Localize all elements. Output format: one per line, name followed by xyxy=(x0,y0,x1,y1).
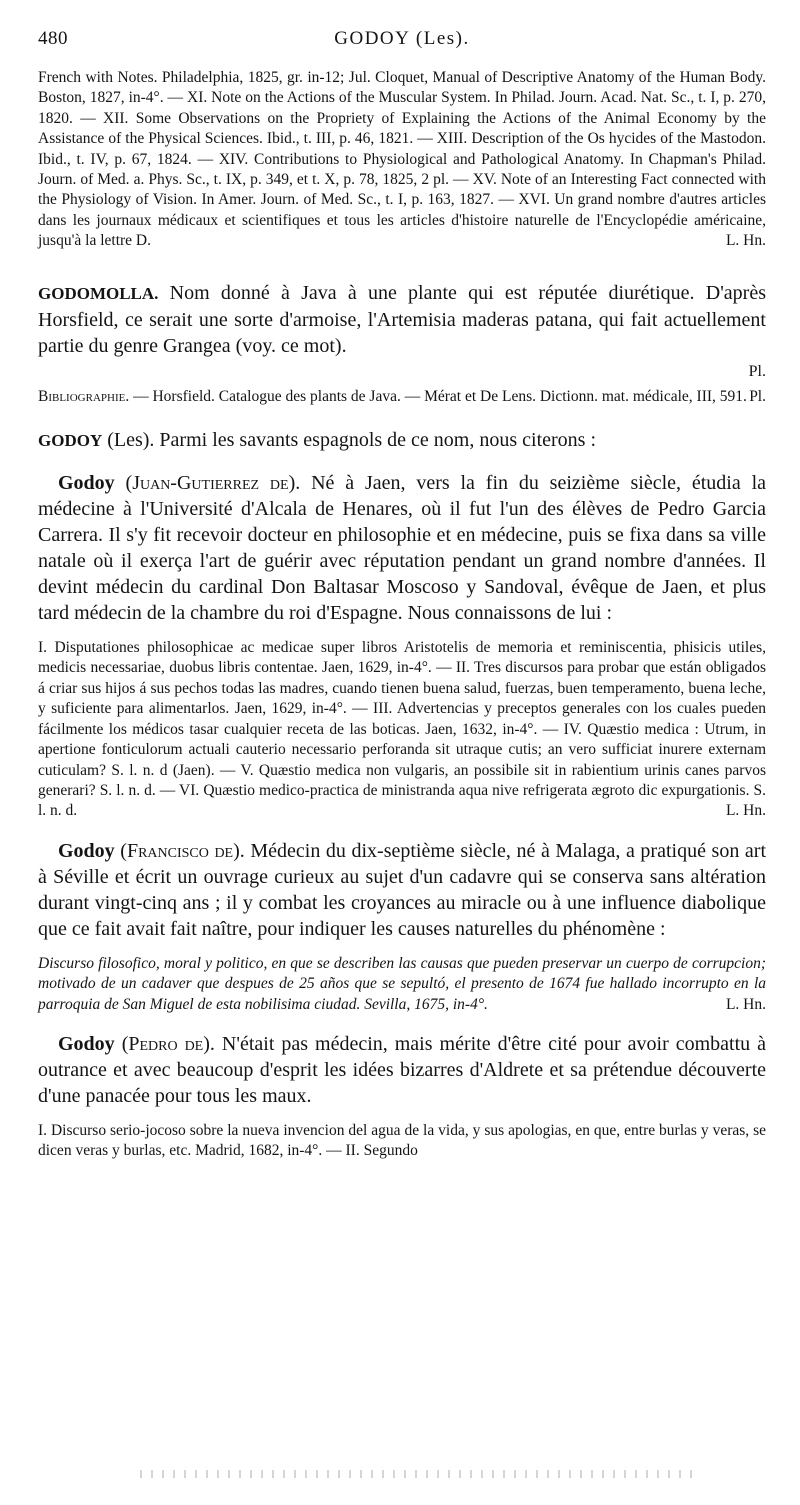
entry-text: Médecin du dix-septième siècle, né à Malaga, a pratiqué son art à Séville et écrit un ouvrage curieux au sujet d'un cadavre qui se conserva sans altération durant vingt-cinq ans ; il y combat les croyances au miracle ou à une influence diabolique que ce fait avait fait naître, pour indiquer les causes naturelles du phénomène : xyxy=(38,839,767,940)
works-list xyxy=(38,1121,766,1162)
entry-text: Né à Jaen, vers la fin du seizième siècle, étudia la médecine à l'Université d'Alcala de Henares, où il fut l'un des élèves de Pedro Garcia Carrera. Il s'y fit recevoir docteur en philosophie et en médecine, puis se fixa dans sa ville natale où il exerça l'art de guérir avec réputation pendant un grand nombre d'années. Il devint médecin du cardinal Don Baltasar Moscoso y Sandoval, évêque de Jaen, et plus tard médecin de la chambre du roi d'Espagne. Nous connaissons de lui : xyxy=(38,472,766,625)
author-signature: L. Hn. xyxy=(725,802,766,820)
works-text: Discurso filosofico, moral y politico, en que se describen las causas que pueden preservar un cuerpo de corrupcion; motivado de un cadaver que despues de 25 años que se sepultó, el presento de 1674 fue hallado incorrupto en la parroquia de San Miguel de esta nobilisima ciudad. Sevilla, 1675, in-4°. xyxy=(38,954,766,1013)
entry-text: Nom donné à Java à une plante qui est réputée diurétique. D'après Horsfield, ce serait une sorte d'armoise, l'Artemisia maderas patana, qui fait actuellement partie du genre Grangea (voy. ce mot). xyxy=(38,281,766,357)
entry-text: N'était pas médecin, mais mérite d'être cité pour avoir combattu à outrance et avec beaucoup d'esprit les idées bizarres d'Aldrete et sa prétendue découverte d'une panacée pour tous les maux. xyxy=(38,1032,767,1107)
bibliography xyxy=(38,387,766,407)
entry-godoy-juan xyxy=(38,470,766,822)
bibliography-text: — Horsfield. Catalogue des plants de Java. — Mérat et De Lens. Dictionn. mat. médicale, III, 591. xyxy=(133,387,747,405)
works-list xyxy=(38,954,766,1015)
entry-name: (Pedro de). xyxy=(121,1032,215,1055)
entry-godoy-francisco xyxy=(38,838,766,1015)
entry-headword: Godoy xyxy=(58,839,115,862)
works-text: I. Discurso serio-jocoso sobre la nueva invencion del agua de la vida, y sus apologias, en que, entre burlas y veras, se dicen veras y burlas, etc. Madrid, 1682, in-4°. — II. Segundo xyxy=(38,1121,766,1160)
author-signature: Pl. xyxy=(749,387,766,405)
entry-name: (Juan-Gutierrez de). xyxy=(125,472,301,495)
entry-godoy-intro xyxy=(38,427,766,454)
entry-text: (Les). Parmi les savants espagnols de ce nom, nous citerons : xyxy=(107,429,597,452)
author-signature: Pl. xyxy=(748,362,766,380)
entry-name: (Francisco de). xyxy=(120,839,245,862)
entry-godomolla xyxy=(38,280,766,407)
dictionary-page xyxy=(38,28,766,1162)
entry-headword: Godoy xyxy=(58,1032,115,1055)
entry-godoy-pedro xyxy=(38,1031,766,1162)
continued-text: French with Notes. Philadelphia, 1825, gr. in-12; Jul. Cloquet, Manual of Descriptive Anatomy of the Human Body. Boston, 1827, in-4°. — XI. Note on the Actions of the Muscular System. In Philad. Journ. Acad. Nat. Sc., t. I, p. 270, 1820. — XII. Some Observations on the Propriety of Explaining the Actions of the Animal Economy by the Assistance of the Physical Sciences. Ibid., t. III, p. 46, 1821. — XIII. Description of the Os hycides of the Mastodon. Ibid., t. IV, p. 67, 1824. — XIV. Contributions to Physiological and Pathological Anatomy. In Chapman's Philad. Journ. of Med. a. Phys. Sc., t. IX, p. 349, et t. X, p. 78, 1825, 2 pl. — XV. Note of an Interesting Fact connected with the Physiology of Vision. In Amer. Journ. of Med. Sc., t. I, p. 163, 1827. — XVI. Un grand nombre d'autres articles dans les journaux médicaux et scientifiques et tous les articles d'histoire naturelle de l'Encyclopédie américaine, jusqu'à la lettre D. xyxy=(38,69,766,250)
bibliography-label: Bibliographie. xyxy=(38,387,130,405)
works-text: I. Disputationes philosophicae ac medicae super libros Aristotelis de memoria et reminiscentia, phisicis utiles, medicis necessariae, duobus libris contentae. Jaen, 1629, in-4°. — II. Tres discursos para probar que están obligados á criar sus hijos á sus pechos todas las madres, cuando tienen buena salud, fuerzas, buen temperamento, buena leche, y suficiente para alimentarlos. Jaen, 1629, in-4°. — III. Advertencias y preceptos generales con los cuales pueden fácilmente los médicos tasar cualquier receta de las boticas. Jaen, 1632, in-4°. — IV. Quæstio medica : Utrum, in apertione fonticulorum actuali cauterio necessario perforanda sit utraque cutis; an vero sufficiat inurere externam cuticulam? S. l. n. d (Jaen). — V. Quæstio medica non vulgaris, an possibile sit in rabientium urinis canes parvos generari? S. l. n. d. — VI. Quæstio medico-practica de ministranda aqua nive refrigerata ægroto dic expurgationis. S. l. n. d. xyxy=(38,639,766,820)
faded-bleed-through xyxy=(140,1470,700,1478)
running-header xyxy=(38,28,766,54)
running-title: GODOY (Les). xyxy=(334,28,470,49)
entry-headword: GODOY xyxy=(38,431,103,451)
page-number: 480 xyxy=(38,28,68,49)
author-signature: L. Hn. xyxy=(725,995,766,1013)
author-signature: L. Hn. xyxy=(725,232,766,250)
works-list xyxy=(38,638,766,822)
entry-headword: Godoy xyxy=(58,472,115,495)
continued-entry xyxy=(38,68,766,252)
entry-headword: GODOMOLLA. xyxy=(38,283,159,303)
